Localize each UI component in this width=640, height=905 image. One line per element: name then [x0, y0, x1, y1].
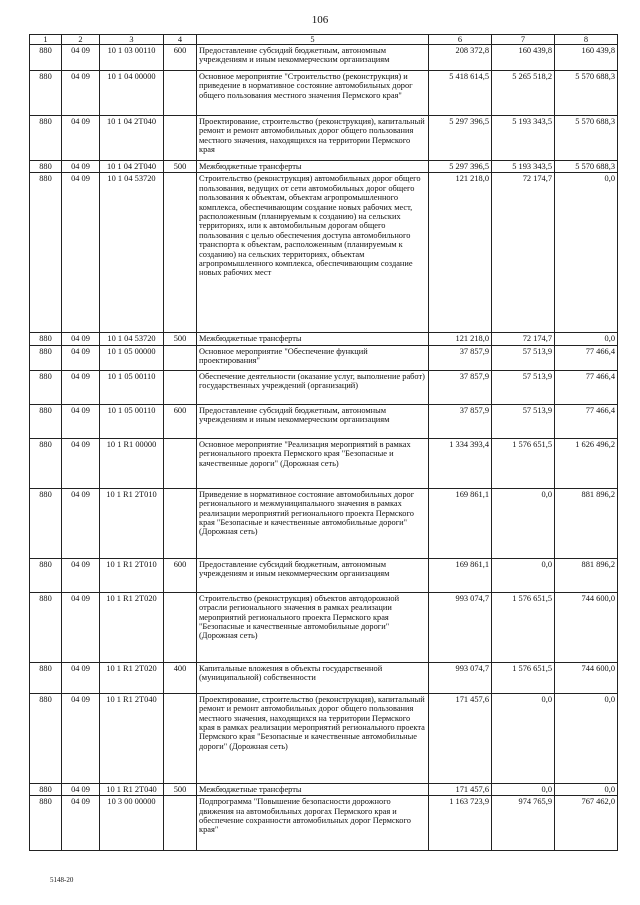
- amount-cell: 767 462,0: [555, 796, 618, 851]
- column-header: 4: [164, 35, 197, 45]
- amount-cell: 1 576 651,5: [492, 592, 555, 662]
- budget-table: [29, 34, 618, 851]
- table-row: [30, 438, 618, 488]
- description-cell: Проектирование, строительство (реконструкция), капитальный ремонт и ремонт автомобильных дорог общего пользования местного значения, находящихся на территории Пермского края в рамках реализации мероприятий регионального проекта Пермского края "Безопасные и качественные автомобильные дороги" (Дорожная сеть): [197, 693, 429, 783]
- description-cell: Межбюджетные трансферты: [197, 161, 429, 173]
- admin-code-cell: 880: [30, 693, 62, 783]
- description-cell: Проектирование, строительство (реконструкция), капитальный ремонт и ремонт автомобильных дорог общего пользования местного значения, находящихся на территории Пермского края: [197, 116, 429, 161]
- amount-cell: 5 193 343,5: [492, 116, 555, 161]
- description-cell: Строительство (реконструкция) объектов автодорожной отрасли регионального значения в рамках реализации мероприятий регионального проекта Пермского края "Безопасные и качественные автомобильные дороги" (Дорожная сеть): [197, 592, 429, 662]
- table-row: [30, 116, 618, 161]
- amount-cell: 881 896,2: [555, 488, 618, 558]
- column-header: 1: [30, 35, 62, 45]
- amount-cell: 881 896,2: [555, 558, 618, 592]
- table-row: [30, 558, 618, 592]
- expense-type-cell: [164, 173, 197, 333]
- target-article-cell: 10 1 04 00000: [100, 71, 164, 116]
- amount-cell: 121 218,0: [429, 173, 492, 333]
- expense-type-cell: 500: [164, 783, 197, 795]
- target-article-cell: 10 1 R1 2Т040: [100, 783, 164, 795]
- target-article-cell: 10 1 05 00110: [100, 370, 164, 404]
- page-number: 106: [311, 14, 329, 26]
- description-cell: Строительство (реконструкция) автомобильных дорог общего пользования, ведущих от сети автомобильных дорог общего пользования к объектам, объектам агропромышленного комплекса, обеспечивающим создание новых рабочих мест, расположенным (планируемым к созданию) на сельских территориях, или к автомобильным дорогам общего пользования с целью обеспечения доступа автомобильного транспорта к объектам, расположенным (планируемым к созданию) на сельских территориях, объектам агропромышленного комплекса, обеспечивающим создание новых рабочих мест: [197, 173, 429, 333]
- section-cell: 04 09: [62, 592, 100, 662]
- amount-cell: 5 570 688,3: [555, 71, 618, 116]
- target-article-cell: 10 1 04 2Т040: [100, 161, 164, 173]
- section-cell: 04 09: [62, 71, 100, 116]
- expense-type-cell: 500: [164, 333, 197, 345]
- table-row: [30, 333, 618, 345]
- section-cell: 04 09: [62, 161, 100, 173]
- amount-cell: 160 439,8: [492, 45, 555, 71]
- section-cell: 04 09: [62, 796, 100, 851]
- target-article-cell: 10 1 R1 2Т010: [100, 488, 164, 558]
- footer-code: 5148-20: [50, 876, 74, 884]
- admin-code-cell: 880: [30, 345, 62, 370]
- admin-code-cell: 880: [30, 662, 62, 693]
- admin-code-cell: 880: [30, 488, 62, 558]
- amount-cell: 0,0: [492, 693, 555, 783]
- section-cell: 04 09: [62, 438, 100, 488]
- amount-cell: 744 600,0: [555, 662, 618, 693]
- description-cell: Предоставление субсидий бюджетным, автономным учреждениям и иным некоммерческим организациям: [197, 404, 429, 438]
- amount-cell: 57 513,9: [492, 370, 555, 404]
- target-article-cell: 10 3 00 00000: [100, 796, 164, 851]
- section-cell: 04 09: [62, 488, 100, 558]
- target-article-cell: 10 1 R1 00000: [100, 438, 164, 488]
- section-cell: 04 09: [62, 116, 100, 161]
- table-row: [30, 370, 618, 404]
- column-header: 2: [62, 35, 100, 45]
- amount-cell: 1 626 496,2: [555, 438, 618, 488]
- expense-type-cell: [164, 693, 197, 783]
- table-row: [30, 796, 618, 851]
- target-article-cell: 10 1 03 00110: [100, 45, 164, 71]
- section-cell: 04 09: [62, 662, 100, 693]
- admin-code-cell: 880: [30, 116, 62, 161]
- amount-cell: 744 600,0: [555, 592, 618, 662]
- description-cell: Обеспечение деятельности (оказание услуг, выполнение работ) государственных учреждений (организаций): [197, 370, 429, 404]
- amount-cell: 0,0: [492, 783, 555, 795]
- amount-cell: 0,0: [492, 488, 555, 558]
- admin-code-cell: 880: [30, 558, 62, 592]
- expense-type-cell: [164, 438, 197, 488]
- description-cell: Предоставление субсидий бюджетным, автономным учреждениям и иным некоммерческим организациям: [197, 45, 429, 71]
- target-article-cell: 10 1 04 53720: [100, 173, 164, 333]
- section-cell: 04 09: [62, 783, 100, 795]
- admin-code-cell: 880: [30, 438, 62, 488]
- admin-code-cell: 880: [30, 45, 62, 71]
- expense-type-cell: 500: [164, 161, 197, 173]
- amount-cell: 0,0: [555, 693, 618, 783]
- table-row: [30, 693, 618, 783]
- column-header: 5: [197, 35, 429, 45]
- description-cell: Межбюджетные трансферты: [197, 333, 429, 345]
- amount-cell: 37 857,9: [429, 370, 492, 404]
- expense-type-cell: [164, 370, 197, 404]
- amount-cell: 160 439,8: [555, 45, 618, 71]
- description-cell: Предоставление субсидий бюджетным, автономным учреждениям и иным некоммерческим организациям: [197, 558, 429, 592]
- expense-type-cell: [164, 488, 197, 558]
- expense-type-cell: [164, 116, 197, 161]
- expense-type-cell: 400: [164, 662, 197, 693]
- target-article-cell: 10 1 R1 2Т010: [100, 558, 164, 592]
- description-cell: Капитальные вложения в объекты государственной (муниципальной) собственности: [197, 662, 429, 693]
- amount-cell: 5 570 688,3: [555, 161, 618, 173]
- amount-cell: 5 297 396,5: [429, 161, 492, 173]
- column-header: 8: [555, 35, 618, 45]
- admin-code-cell: 880: [30, 173, 62, 333]
- target-article-cell: 10 1 R1 2Т040: [100, 693, 164, 783]
- table-row: [30, 488, 618, 558]
- table-row: [30, 173, 618, 333]
- description-cell: Основное мероприятие "Реализация мероприятий в рамках регионального проекта Пермского края "Безопасные и качественные дороги" (Дорожная сеть): [197, 438, 429, 488]
- section-cell: 04 09: [62, 333, 100, 345]
- target-article-cell: 10 1 05 00000: [100, 345, 164, 370]
- amount-cell: 993 074,7: [429, 662, 492, 693]
- amount-cell: 5 297 396,5: [429, 116, 492, 161]
- table-row: [30, 345, 618, 370]
- amount-cell: 1 163 723,9: [429, 796, 492, 851]
- section-cell: 04 09: [62, 370, 100, 404]
- amount-cell: 0,0: [492, 558, 555, 592]
- section-cell: 04 09: [62, 404, 100, 438]
- admin-code-cell: 880: [30, 592, 62, 662]
- admin-code-cell: 880: [30, 783, 62, 795]
- target-article-cell: 10 1 R1 2Т020: [100, 662, 164, 693]
- amount-cell: 37 857,9: [429, 345, 492, 370]
- amount-cell: 208 372,8: [429, 45, 492, 71]
- amount-cell: 974 765,9: [492, 796, 555, 851]
- admin-code-cell: 880: [30, 404, 62, 438]
- description-cell: Межбюджетные трансферты: [197, 783, 429, 795]
- amount-cell: 993 074,7: [429, 592, 492, 662]
- section-cell: 04 09: [62, 558, 100, 592]
- amount-cell: 57 513,9: [492, 404, 555, 438]
- table-row: [30, 161, 618, 173]
- amount-cell: 72 174,7: [492, 333, 555, 345]
- amount-cell: 5 570 688,3: [555, 116, 618, 161]
- section-cell: 04 09: [62, 173, 100, 333]
- target-article-cell: 10 1 04 53720: [100, 333, 164, 345]
- description-cell: Подпрограмма "Повышение безопасности дорожного движения на автомобильных дорогах Пермского края и обеспечение сохранности автомобильных дорог Пермского края": [197, 796, 429, 851]
- admin-code-cell: 880: [30, 161, 62, 173]
- expense-type-cell: [164, 796, 197, 851]
- target-article-cell: 10 1 R1 2Т020: [100, 592, 164, 662]
- table-row: [30, 783, 618, 795]
- amount-cell: 77 466,4: [555, 404, 618, 438]
- target-article-cell: 10 1 04 2Т040: [100, 116, 164, 161]
- amount-cell: 1 576 651,5: [492, 438, 555, 488]
- column-header: 6: [429, 35, 492, 45]
- amount-cell: 171 457,6: [429, 783, 492, 795]
- amount-cell: 77 466,4: [555, 370, 618, 404]
- description-cell: Приведение в нормативное состояние автомобильных дорог регионального и межмуниципального значения в рамках реализации мероприятий регионального проекта Пермского края "Безопасные и качественные автомобильные дороги" (Дорожная сеть): [197, 488, 429, 558]
- admin-code-cell: 880: [30, 333, 62, 345]
- amount-cell: 1 576 651,5: [492, 662, 555, 693]
- description-cell: Основное мероприятие "Строительство (реконструкция) и приведение в нормативное состояние автомобильных дорог общего пользования местного значения Пермского края": [197, 71, 429, 116]
- target-article-cell: 10 1 05 00110: [100, 404, 164, 438]
- expense-type-cell: [164, 345, 197, 370]
- amount-cell: 0,0: [555, 783, 618, 795]
- table-row: [30, 45, 618, 71]
- table-row: [30, 592, 618, 662]
- table-row: [30, 404, 618, 438]
- amount-cell: 1 334 393,4: [429, 438, 492, 488]
- amount-cell: 169 861,1: [429, 558, 492, 592]
- expense-type-cell: 600: [164, 404, 197, 438]
- amount-cell: 171 457,6: [429, 693, 492, 783]
- expense-type-cell: [164, 592, 197, 662]
- admin-code-cell: 880: [30, 796, 62, 851]
- amount-cell: 0,0: [555, 173, 618, 333]
- section-cell: 04 09: [62, 693, 100, 783]
- expense-type-cell: [164, 71, 197, 116]
- admin-code-cell: 880: [30, 370, 62, 404]
- amount-cell: 77 466,4: [555, 345, 618, 370]
- amount-cell: 57 513,9: [492, 345, 555, 370]
- table-row: [30, 662, 618, 693]
- description-cell: Основное мероприятие "Обеспечение функций проектирования": [197, 345, 429, 370]
- amount-cell: 5 265 518,2: [492, 71, 555, 116]
- amount-cell: 5 418 614,5: [429, 71, 492, 116]
- column-header: 3: [100, 35, 164, 45]
- table-row: [30, 71, 618, 116]
- section-cell: 04 09: [62, 345, 100, 370]
- column-header: 7: [492, 35, 555, 45]
- amount-cell: 37 857,9: [429, 404, 492, 438]
- header-row: [30, 35, 618, 45]
- section-cell: 04 09: [62, 45, 100, 71]
- admin-code-cell: 880: [30, 71, 62, 116]
- expense-type-cell: 600: [164, 558, 197, 592]
- amount-cell: 5 193 343,5: [492, 161, 555, 173]
- amount-cell: 169 861,1: [429, 488, 492, 558]
- amount-cell: 121 218,0: [429, 333, 492, 345]
- amount-cell: 72 174,7: [492, 173, 555, 333]
- expense-type-cell: 600: [164, 45, 197, 71]
- amount-cell: 0,0: [555, 333, 618, 345]
